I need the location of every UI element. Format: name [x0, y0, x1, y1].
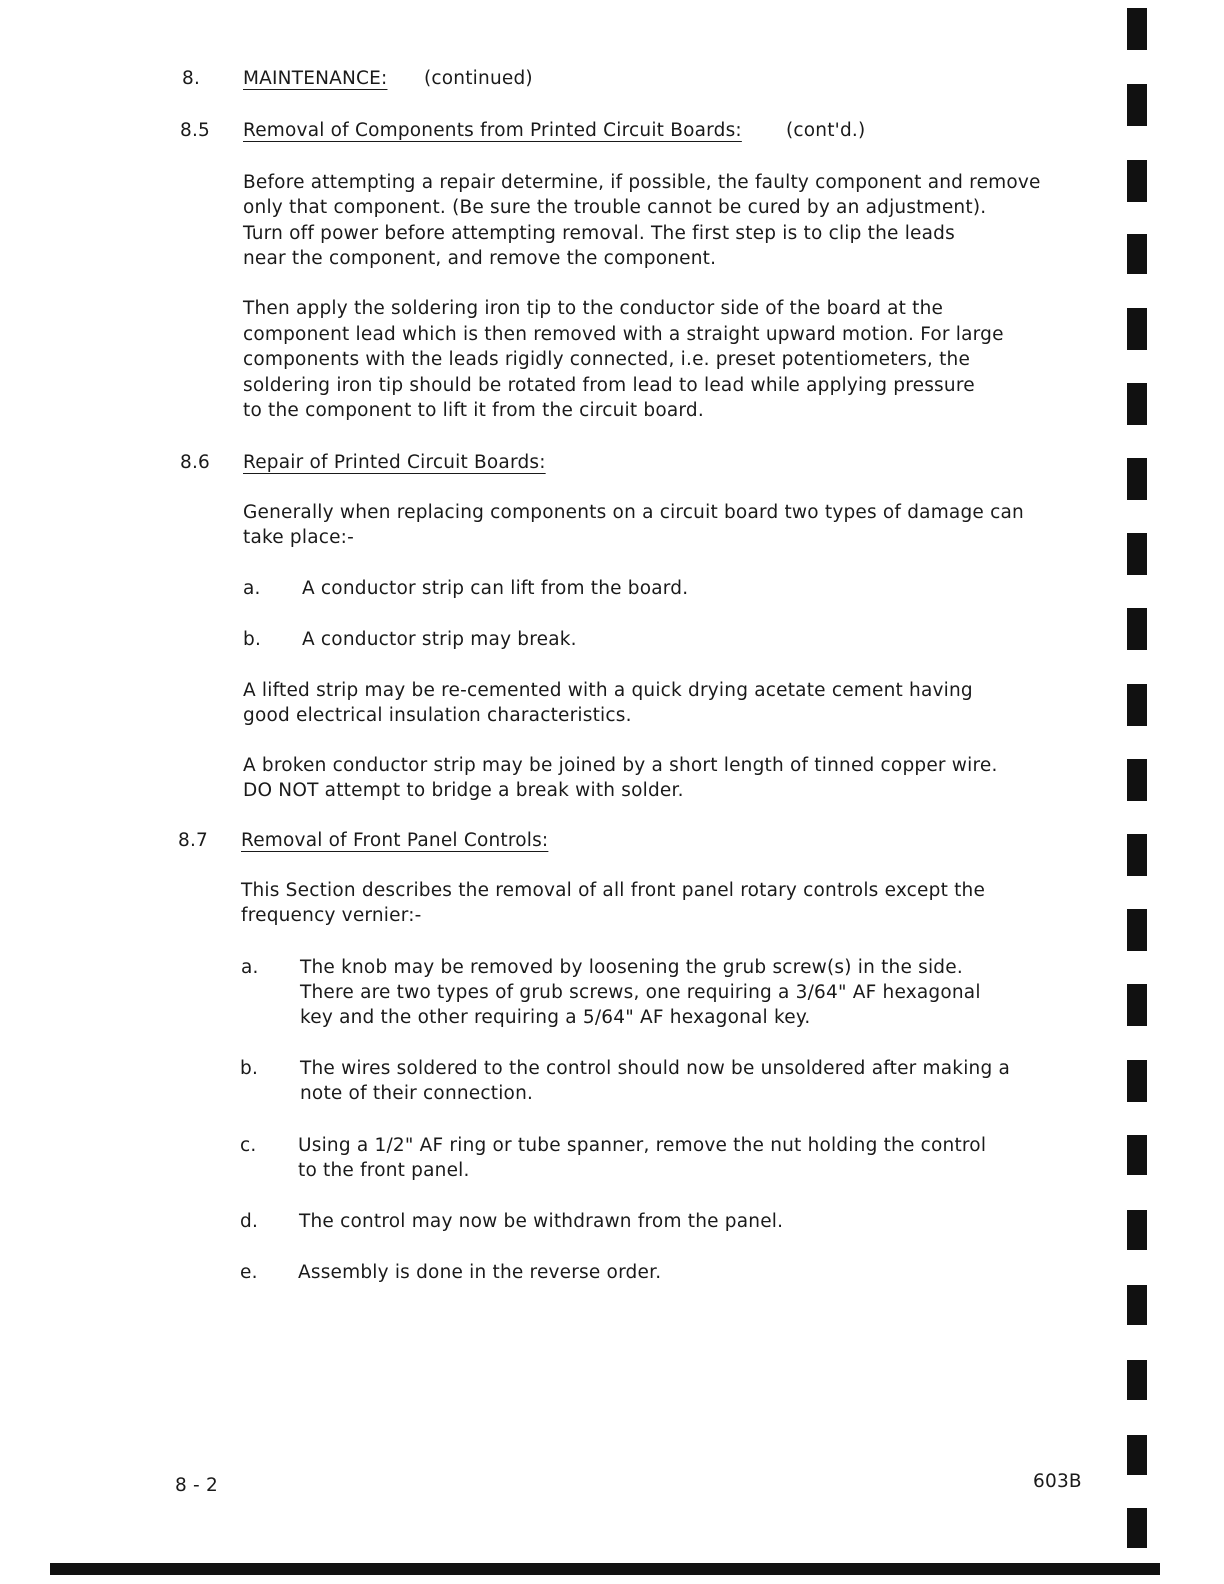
list-item-text: The control may now be withdrawn from the panel. [299, 1211, 784, 1232]
list-item-letter: c. [240, 1135, 257, 1156]
paragraph-line: Before attempting a repair determine, if possible, the faulty component and remove [243, 172, 1041, 193]
bottom-rule [50, 1563, 1160, 1575]
list-item-letter: a. [241, 957, 259, 978]
paragraph-line: component lead which is then removed with a straight upward motion. For large [243, 324, 1004, 345]
section-title-8-7: Removal of Front Panel Controls: [241, 830, 549, 851]
paragraph-line: A broken conductor strip may be joined by a short length of tinned copper wire. [243, 755, 998, 776]
list-item-text: key and the other requiring a 5/64" AF hexagonal key. [300, 1007, 811, 1028]
section-title-8-5: Removal of Components from Printed Circuit Boards: [243, 120, 742, 141]
intro-line: take place:- [243, 527, 354, 548]
list-item-text: to the front panel. [298, 1160, 470, 1181]
list-item-letter: e. [240, 1262, 258, 1283]
list-item-text: There are two types of grub screws, one requiring a 3/64" AF hexagonal [300, 982, 981, 1003]
section-suffix-8-5: (cont'd.) [786, 120, 866, 141]
intro-line: frequency vernier:- [241, 905, 422, 926]
list-item-text: Assembly is done in the reverse order. [298, 1262, 662, 1283]
section-number-8-7: 8.7 [178, 830, 209, 851]
list-item-text: A conductor strip may break. [302, 629, 577, 650]
paragraph-line: to the component to lift it from the circuit board. [243, 400, 704, 421]
section-title-8-6: Repair of Printed Circuit Boards: [243, 452, 546, 473]
paragraph-line: near the component, and remove the component. [243, 248, 717, 269]
paragraph-line: Turn off power before attempting removal. The first step is to clip the leads [243, 223, 955, 244]
list-item-letter: a. [243, 578, 261, 599]
model-number: 603B [1033, 1471, 1082, 1492]
list-item-letter: b. [240, 1058, 259, 1079]
section-number-8-6: 8.6 [180, 452, 211, 473]
list-item-text: note of their connection. [300, 1083, 534, 1104]
page-number: 8 - 2 [175, 1475, 218, 1496]
paragraph-line: only that component. (Be sure the trouble cannot be cured by an adjustment). [243, 197, 987, 218]
list-item-letter: b. [243, 629, 262, 650]
paragraph-line: soldering iron tip should be rotated from lead to lead while applying pressure [243, 375, 975, 396]
paragraph-line: components with the leads rigidly connected, i.e. preset potentiometers, the [243, 349, 971, 370]
intro-line: This Section describes the removal of all front panel rotary controls except the [241, 880, 986, 901]
paragraph-line: A lifted strip may be re-cemented with a quick drying acetate cement having [243, 680, 973, 701]
paragraph-line: Then apply the soldering iron tip to the conductor side of the board at the [243, 298, 944, 319]
paragraph-line: DO NOT attempt to bridge a break with solder. [243, 780, 684, 801]
chapter-suffix: (continued) [424, 68, 533, 89]
list-item-letter: d. [240, 1211, 259, 1232]
chapter-number: 8. [182, 68, 201, 89]
list-item-text: The knob may be removed by loosening the grub screw(s) in the side. [300, 957, 963, 978]
intro-line: Generally when replacing components on a circuit board two types of damage can [243, 502, 1024, 523]
list-item-text: The wires soldered to the control should now be unsoldered after making a [300, 1058, 1011, 1079]
paragraph-line: good electrical insulation characteristics. [243, 705, 632, 726]
section-number-8-5: 8.5 [180, 120, 211, 141]
chapter-title: MAINTENANCE: [243, 68, 388, 89]
list-item-text: A conductor strip can lift from the board. [302, 578, 689, 599]
binding-marks [1127, 0, 1151, 1584]
list-item-text: Using a 1/2" AF ring or tube spanner, remove the nut holding the control [298, 1135, 987, 1156]
